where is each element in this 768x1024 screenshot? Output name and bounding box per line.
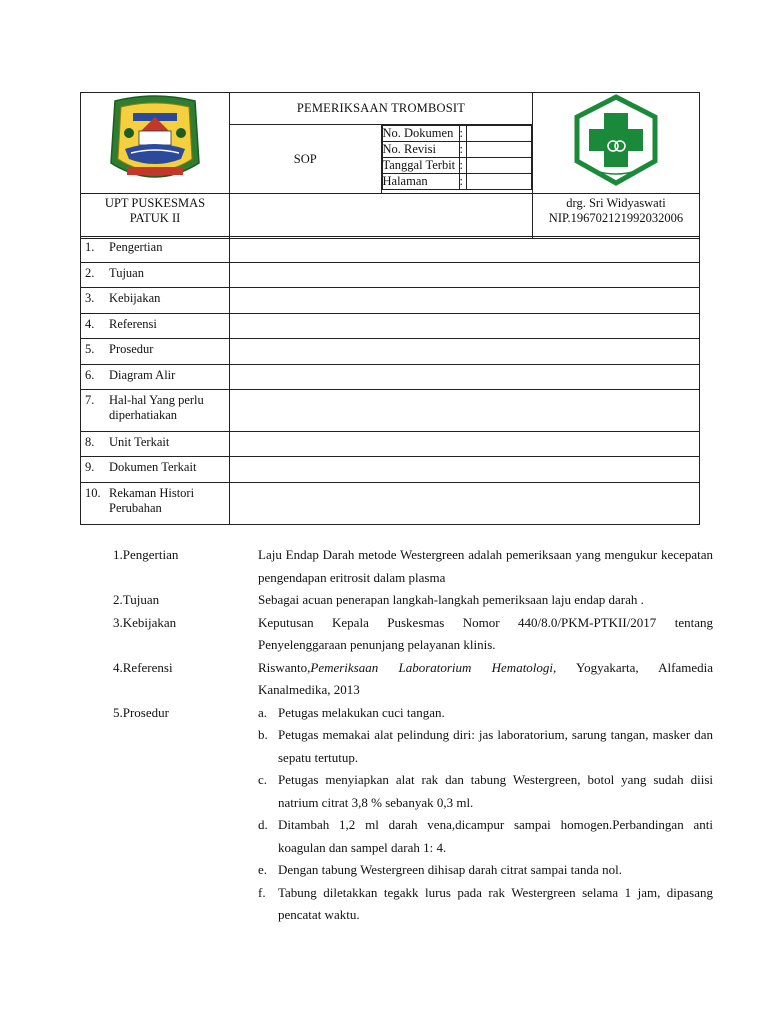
section-label: Diagram Alir (109, 368, 176, 382)
tujuan-row (113, 589, 713, 612)
prosedur-step (258, 702, 713, 725)
section-content (230, 457, 700, 483)
meta-row (382, 142, 532, 158)
tujuan-text: Sebagai acuan penerapan langkah-langkah pemeriksaan laju endap darah . (258, 592, 644, 607)
section-content (230, 237, 700, 263)
section-number: 8. (85, 435, 95, 449)
signer-nip: NIP.196702121992032006 (548, 211, 684, 225)
kebijakan-label: 3.Kebijakan (113, 614, 177, 630)
pengertian-text: Laju Endap Darah metode Westergreen adalah pemeriksaan yang mengukur kecepatan pengendapan eritrosit dalam plasma (258, 547, 713, 585)
meta-colon: : (459, 158, 466, 174)
step-marker: f. (258, 884, 266, 900)
blank-cell (230, 194, 533, 239)
document-title: PEMERIKSAAN TROMBOSIT (230, 93, 533, 125)
section-content (230, 339, 700, 365)
referensi-text (258, 657, 713, 702)
section-row (81, 314, 700, 339)
section-label: Rekaman Histori Perubahan (109, 486, 195, 515)
meta-row (382, 126, 532, 142)
meta-label: Halaman (382, 174, 459, 190)
puskesmas-logo-cell (533, 93, 700, 194)
prosedur-step (258, 859, 713, 882)
section-row (81, 390, 700, 432)
prosedur-row (113, 702, 713, 927)
org-line-1: UPT PUSKESMAS (104, 196, 206, 210)
section-content (230, 390, 700, 432)
section-row (81, 263, 700, 288)
tujuan-label: 2.Tujuan (113, 592, 160, 607)
prosedur-step (258, 882, 713, 927)
document-header-table (80, 92, 700, 239)
section-content (230, 314, 700, 339)
referensi-title: Pemeriksaan Laboratorium Hematologi (310, 659, 554, 675)
section-label: Dokumen Terkait (109, 460, 197, 474)
section-row (81, 339, 700, 365)
prosedur-step (258, 724, 713, 769)
section-content (230, 365, 700, 390)
step-marker: a. (258, 704, 268, 720)
referensi-row (113, 657, 713, 702)
section-label: Tujuan (109, 266, 144, 280)
regional-crest-cell (81, 93, 230, 194)
meta-row (382, 174, 532, 190)
section-number: 3. (85, 291, 95, 305)
section-number: 2. (85, 266, 95, 280)
section-label: Kebijakan (109, 291, 161, 305)
section-number: 5. (85, 342, 95, 356)
meta-colon: : (459, 142, 466, 158)
meta-label: No. Dokumen (382, 126, 459, 142)
section-row (81, 457, 700, 483)
referensi-publisher: , Yogyakarta, Alfamedia Kanalmedika, 2013 (258, 659, 713, 697)
step-marker: b. (258, 727, 268, 742)
regional-crest-logo (81, 93, 229, 189)
prosedur-list (258, 702, 713, 927)
signer-name: drg. Sri Widyaswati (566, 196, 666, 210)
section-number: 6. (85, 368, 95, 382)
section-content (230, 483, 700, 525)
meta-value (466, 142, 532, 158)
section-row (81, 237, 700, 263)
meta-value (466, 174, 532, 190)
step-text: Petugas memakai alat pelindung diri: jas laboratorium, sarung tangan, masker dan sepatu tertutup. (278, 727, 713, 765)
meta-row (382, 158, 532, 174)
meta-label: No. Revisi (382, 142, 459, 158)
step-text: Tabung diletakkan tegakk lurus pada rak Westergreen selama 1 jam, dipasang pencatat waktu. (278, 884, 713, 922)
step-text: Ditambah 1,2 ml darah vena,dicampur sampai homogen.Perbandingan anti koagulan dan sampel darah 1: 4. (278, 817, 713, 855)
step-marker: c. (258, 772, 268, 787)
sop-label: SOP (230, 125, 382, 194)
step-marker: e. (258, 862, 268, 877)
meta-label: Tanggal Terbit (382, 158, 459, 174)
prosedur-step (258, 769, 713, 814)
prosedur-step (258, 814, 713, 859)
kebijakan-text: Keputusan Kepala Puskesmas Nomor 440/8.0/PKM-PTKII/2017 tentang Penyelenggaraan penunjang pelayanan klinis. (258, 614, 713, 652)
section-content (230, 263, 700, 288)
meta-value (466, 126, 532, 142)
section-label: Hal-hal Yang perlu diperhatiakan (109, 393, 204, 422)
step-text: Petugas melakukan cuci tangan. (278, 704, 445, 720)
section-label: Pengertian (109, 240, 163, 254)
prosedur-label: 5.Prosedur (113, 704, 169, 720)
step-text: Petugas menyiapkan alat rak dan tabung Westergreen, botol yang sudah diisi natrium citrat 3,8 % sebanyak 0,3 ml. (278, 772, 713, 810)
puskesmas-cross-logo (533, 93, 699, 189)
section-content (230, 288, 700, 314)
step-text: Dengan tabung Westergreen dihisap darah citrat sampai tanda nol. (278, 862, 622, 877)
referensi-label: 4.Referensi (113, 659, 173, 675)
section-row (81, 432, 700, 457)
document-meta-cell (381, 125, 533, 194)
section-number: 9. (85, 460, 95, 474)
section-label: Unit Terkait (109, 435, 170, 449)
pengertian-label: 1.Pengertian (113, 547, 179, 562)
org-line-2: PATUK II (129, 211, 181, 225)
signature-block (533, 194, 700, 239)
section-row (81, 288, 700, 314)
kebijakan-row (113, 612, 713, 657)
sections-table (80, 236, 700, 525)
section-row (81, 365, 700, 390)
section-number: 1. (85, 240, 95, 254)
step-marker: d. (258, 817, 268, 832)
section-row (81, 483, 700, 525)
meta-colon: : (459, 126, 466, 142)
meta-value (466, 158, 532, 174)
section-label: Prosedur (109, 342, 154, 356)
meta-colon: : (459, 174, 466, 190)
prosedur-steps (258, 702, 713, 927)
section-label: Referensi (109, 317, 157, 331)
organization-name (81, 194, 230, 239)
section-number: 10. (85, 486, 101, 500)
section-content (230, 432, 700, 457)
pengertian-row (113, 544, 713, 589)
section-number: 7. (85, 393, 95, 407)
document-meta-table (382, 125, 533, 190)
section-number: 4. (85, 317, 95, 331)
referensi-author: Riswanto, (258, 659, 311, 675)
document-body (113, 544, 713, 927)
